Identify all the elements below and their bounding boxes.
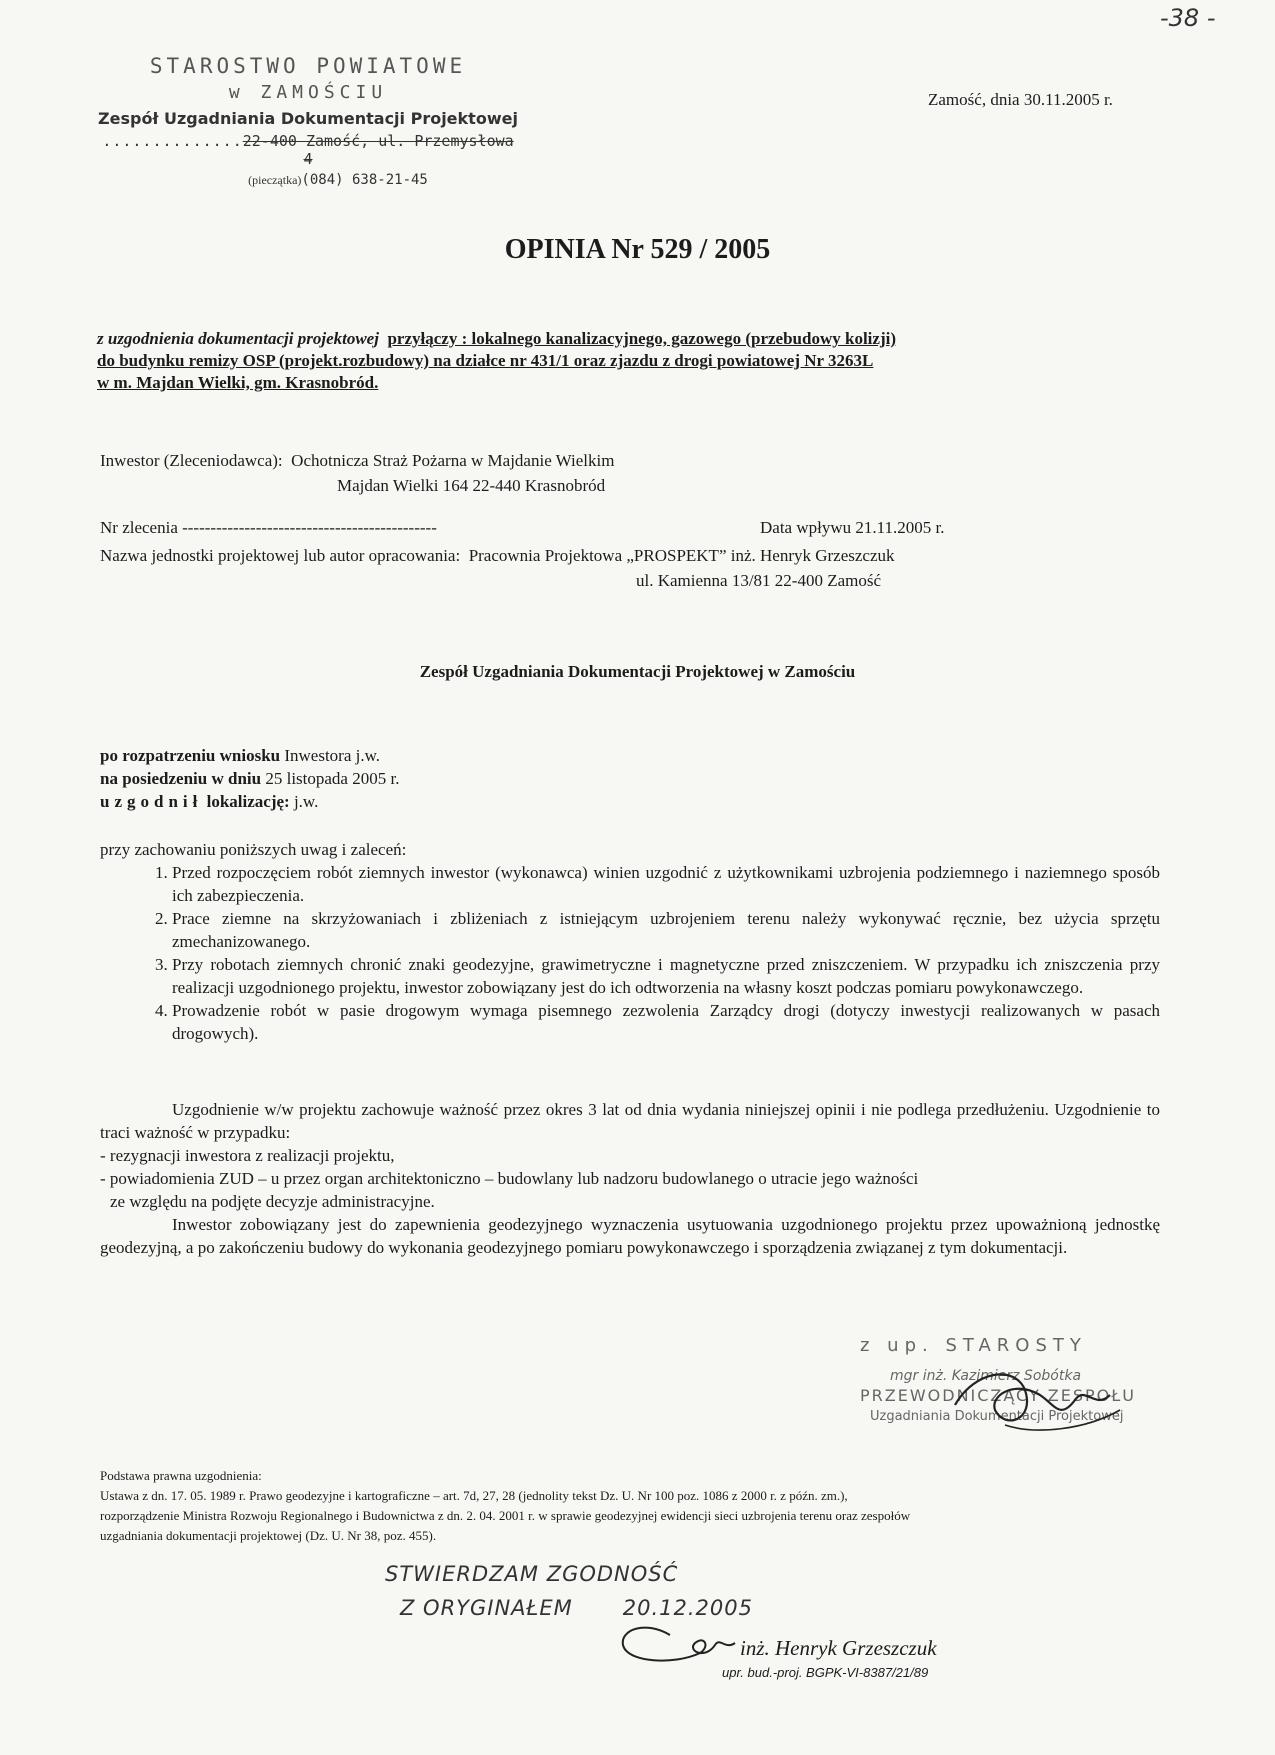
place-date: Zamość, dnia 30.11.2005 r. — [928, 90, 1113, 109]
team-heading: Zespół Uzgadniania Dokumentacji Projektowej w Zamościu — [419, 662, 856, 681]
decision-line1-bold: po rozpatrzeniu wniosku — [100, 746, 281, 765]
stamp-department: Zespół Uzgadniania Dokumentacji Projektowej — [98, 109, 518, 128]
validity-block — [100, 1098, 1160, 1259]
sign-stamp-name: mgr inż. Kazimierz Sobótka — [890, 1368, 1082, 1384]
remark-item: 2. Prace ziemne na skrzyżowaniach i zbliżeniach z istniejącym uzbrojeniem terenu należy wykonywać ręcznie, bez użycia sprzętu zmechanizowanego. — [172, 907, 1160, 953]
stamp-phone: (084) 638-21-45 — [301, 172, 428, 188]
sign-stamp-dept: Uzgadniania Dokumentacji Projektowej — [870, 1409, 1124, 1424]
legal-basis — [100, 1466, 1180, 1546]
certification-line2 — [400, 1596, 753, 1620]
engineer-name: inż. Henryk Grzeszczuk — [740, 1636, 937, 1660]
investor-name: Ochotnicza Straż Pożarna w Majdanie Wielkim — [291, 451, 615, 470]
investor-obligation: Inwestor zobowiązany jest do zapewnienia geodezyjnego wyznaczenia usytuowania uzgodnionego projektu przez upoważnioną jednostkę geodezyjną, a po zakończeniu budowy do wykonania geodezyjnego pomiaru powykonawczego i sporządzenia związanej z tym dokumentacji. — [100, 1215, 1160, 1257]
order-label: Nr zlecenia --------------------------------------------- — [100, 518, 437, 537]
decision-line1-rest: Inwestora j.w. — [284, 746, 381, 765]
validity-bullet-2-cont: ze względu na podjęte decyzje administracyjne. — [110, 1192, 435, 1211]
remark-item: 3. Przy robotach ziemnych chronić znaki geodezyjne, grawimetryczne i magnetyczne przed zniszczeniem. W przypadku ich zniszczenia przy realizacji uzgodnionego projektu, inwestor zobowiązany jest do ich odtworzenia na własny koszt podczas pomiaru powykonawczego. — [172, 953, 1160, 999]
designer-name: Pracownia Projektowa „PROSPEKT” inż. Henryk Grzeszczuk — [468, 546, 895, 565]
subject-prefix: z uzgodnienia dokumentacji projektowej — [97, 329, 379, 348]
sign-stamp-role: PRZEWODNICZĄCY ZESPOŁU — [860, 1386, 1136, 1405]
decision-line3-rest: j.w. — [293, 792, 319, 811]
stamp-city: w ZAMOŚCIU — [228, 82, 388, 103]
subject-line1-rest: przyłączy : lokalnego kanalizacyjnego, gazowego (przebudowy kolizji) — [387, 329, 896, 348]
subject-line2: do budynku remizy OSP (projekt.rozbudowy) na działce nr 431/1 oraz zjazdu z drogi powiatowej Nr 3263L — [97, 351, 874, 370]
validity-bullet-2: - powiadomienia ZUD – u przez organ architektoniczno – budowlany lub nadzoru budowlanego o utracie jego ważności — [100, 1169, 919, 1188]
sign-stamp-line1: z up. STAROSTY — [860, 1335, 1087, 1356]
decision-verb: uzgodnił — [100, 792, 203, 811]
stamp-office-name: STAROSTWO POWIATOWE — [149, 54, 467, 78]
document-title: OPINIA Nr 529 / 2005 — [504, 234, 771, 265]
stamp-label: (pieczątka) — [248, 173, 302, 187]
remark-item: 1. Przed rozpoczęciem robót ziemnych inwestor (wykonawca) winien uzgodnić z użytkownikami uzbrojenia podziemnego i naziemnego sposób ich zabezpieczenia. — [172, 861, 1160, 907]
receipt-date: Data wpływu 21.11.2005 r. — [760, 518, 945, 537]
investor-label: Inwestor (Zleceniodawca): — [100, 451, 283, 470]
header-stamp — [98, 54, 518, 188]
signature-stamp — [860, 1335, 1200, 1424]
decision-block — [100, 744, 399, 813]
remarks-intro: przy zachowaniu poniższych uwag i zaleceń: — [100, 840, 407, 859]
stamp-phone-line — [158, 172, 518, 188]
subject-line3: w m. Majdan Wielki, gm. Krasnobród. — [97, 373, 379, 392]
designer-block — [100, 543, 1100, 593]
remarks-list — [100, 861, 1160, 1045]
investor-row — [100, 448, 614, 473]
subject — [97, 328, 1097, 394]
engineer-license: upr. bud.-proj. BGPK-VI-8387/21/89 — [722, 1665, 929, 1680]
certification-date: 20.12.2005 — [622, 1596, 753, 1620]
decision-line2-bold: na posiedzeniu w dniu — [100, 769, 262, 788]
remarks-block — [100, 838, 1160, 1045]
decision-line1 — [100, 744, 399, 767]
remark-item: 4. Prowadzenie robót w pasie drogowym wymaga pisemnego zezwolenia Zarządcy drogi (dotyczy inwestycji realizowanych w pasach drogowych). — [172, 999, 1160, 1045]
stamp-address: 22-400 Zamość, ul. Przemysłowa 4 — [242, 132, 514, 168]
investor-block — [100, 448, 614, 498]
investor-address: Majdan Wielki 164 22-440 Krasnobród — [337, 476, 606, 495]
validity-paragraph: Uzgodnienie w/w projektu zachowuje ważność przez okres 3 lat od dnia wydania niniejszej opinii i nie podlega przedłużeniu. Uzgodnienie to traci ważność w przypadku: — [100, 1100, 1160, 1142]
stamp-dots: .............. — [102, 132, 243, 150]
certification-line1: STWIERDZAM ZGODNOŚĆ — [385, 1562, 679, 1586]
certification-text: Z ORYGINAŁEM — [400, 1596, 573, 1620]
validity-bullet-1: - rezygnacji inwestora z realizacji projektu, — [100, 1146, 395, 1165]
designer-label: Nazwa jednostki projektowej lub autor opracowania: — [100, 546, 461, 565]
stamp-address-line — [98, 132, 518, 168]
legal-basis-line: uzgadniania dokumentacji projektowej (Dz. U. Nr 38, poz. 455). — [100, 1528, 437, 1543]
subject-line1 — [97, 328, 1097, 350]
legal-basis-line: Ustawa z dn. 17. 05. 1989 r. Prawo geodezyjne i kartograficzne – art. 7d, 27, 28 (jednolity tekst Dz. U. Nr 100 poz. 1086 z 2000 r. z późn. zm.), — [100, 1488, 848, 1503]
legal-basis-heading: Podstawa prawna uzgodnienia: — [100, 1468, 262, 1483]
decision-line2-rest: 25 listopada 2005 r. — [265, 769, 400, 788]
legal-basis-line: rozporządzenie Ministra Rozwoju Regionalnego i Budownictwa z dn. 2. 04. 2001 r. w sprawie geodezyjnej ewidencji sieci uzbrojenia terenu oraz zespołów — [100, 1508, 911, 1523]
designer-row — [100, 543, 1100, 568]
decision-line3-bold: lokalizację: — [206, 792, 290, 811]
decision-line3 — [100, 790, 399, 813]
order-row — [100, 518, 1000, 538]
page-number: -38 - — [1160, 4, 1216, 32]
designer-address: ul. Kamienna 13/81 22-400 Zamość — [636, 571, 882, 590]
decision-line2 — [100, 767, 399, 790]
